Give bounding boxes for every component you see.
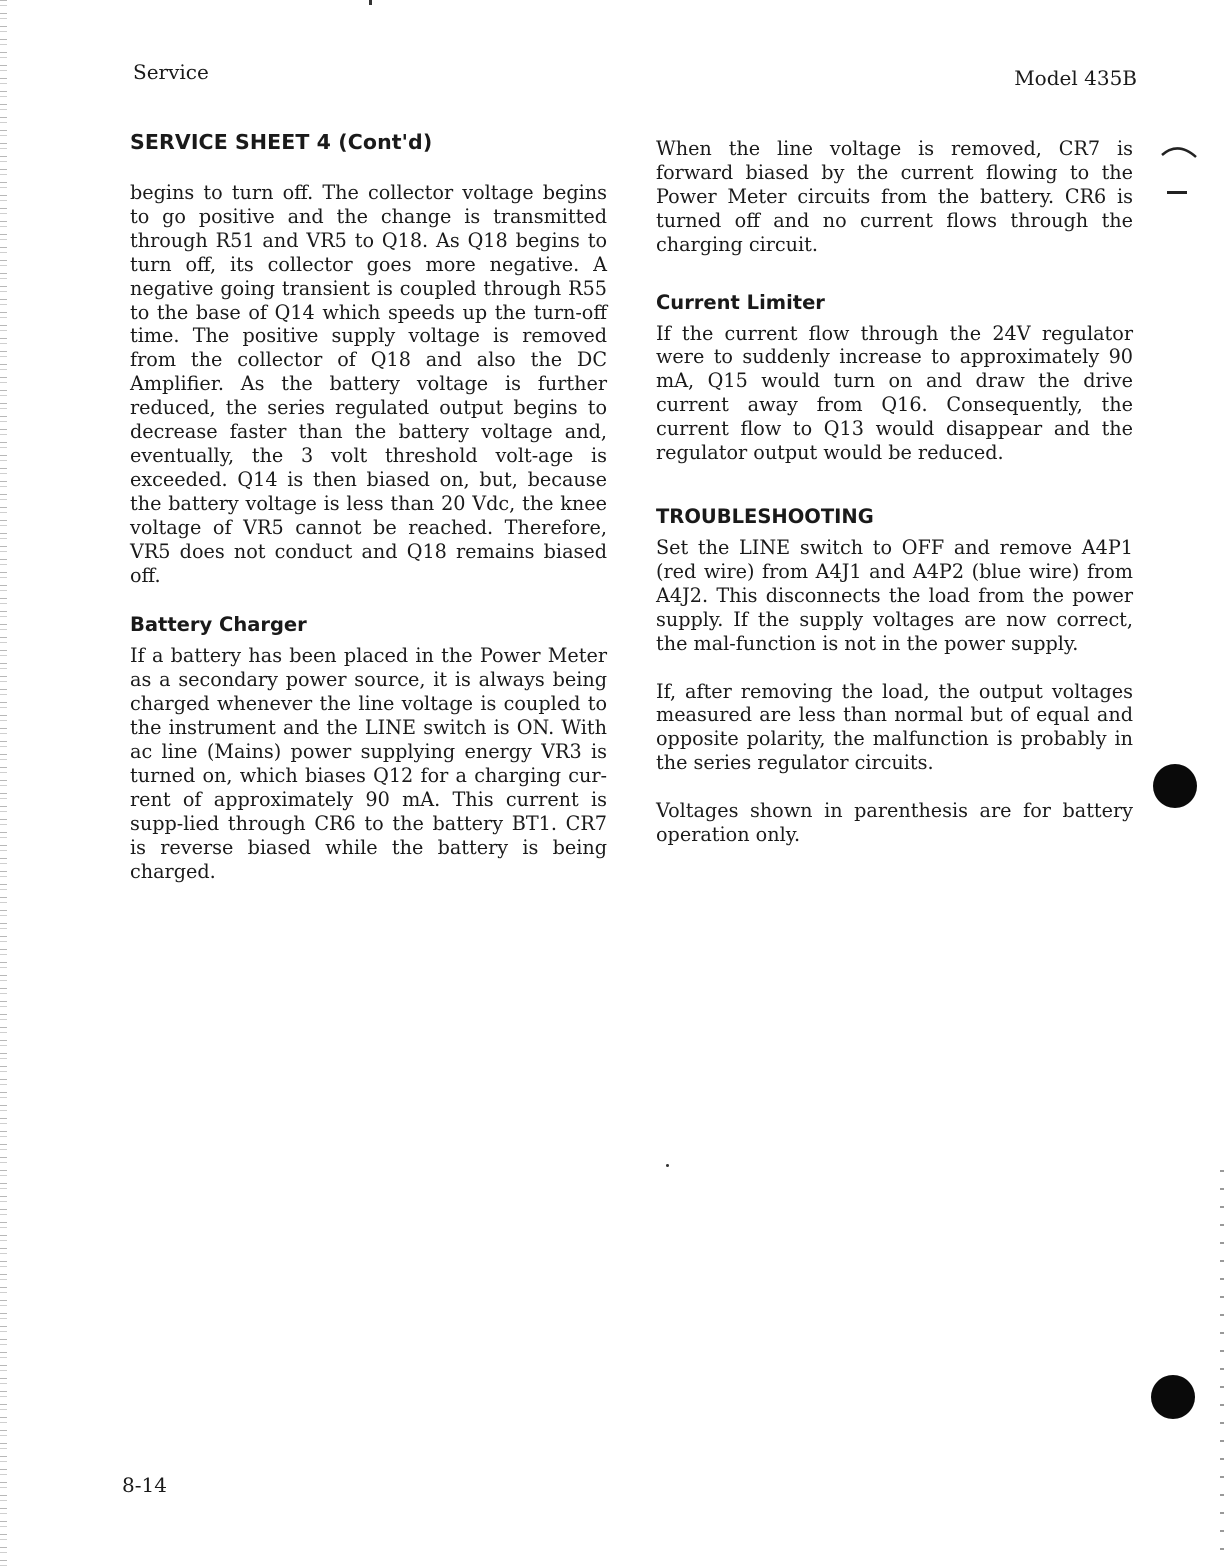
left-column [130,130,607,883]
battery-charger-heading: Battery Charger [130,613,307,637]
troubleshooting-paragraph-2: If, after removing the load, the output voltages measured are less than normal but of equal and opposite polarity, the malfunction is probably in the series regulator circuits. [656,679,1133,775]
current-limiter-heading: Current Limiter [656,290,825,314]
punch-hole-icon [1153,764,1197,808]
scan-dash-mark [1167,191,1187,194]
scan-right-edge [1220,1170,1224,1566]
running-header-right: Model 435B [1014,66,1137,90]
running-header-left: Service [133,60,209,84]
scan-left-edge [0,0,7,1566]
punch-hole-icon [1151,1375,1195,1419]
binder-ring-mark-icon [1160,143,1200,183]
continuation-paragraph: begins to turn off. The collector voltage begins to go positive and the change is transmitted through R51 and VR5 to Q18. As Q18 begins to turn off, its collector goes more negative. A negative going transient is coupled through R55 to the base of Q14 which speeds up the turn-off time. The positive supply voltage is removed from the collector of Q18 and also the DC Amplifier. As the battery voltage is further reduced, the series regulated output begins to decrease faster than the battery voltage and, eventually, the 3 volt threshold volt-age is exceeded. Q14 is then biased on, but, because the battery voltage is less than 20 Vdc, the knee voltage of VR5 cannot be reached. Therefore, VR5 does not conduct and Q18 remains biased off. [130,181,607,587]
service-sheet-title: SERVICE SHEET 4 (Cont'd) [130,130,433,154]
current-limiter-paragraph: If the current flow through the 24V regulator were to suddenly increase to approximately 90 mA, Q15 would turn on and draw the drive current away from Q16. Consequently, the current flow to Q13 would disappear and the regulator output would be reduced. [656,321,1133,465]
scan-mark [369,0,372,5]
right-column [656,137,1133,847]
troubleshooting-heading: TROUBLESHOOTING [656,504,874,528]
battery-charger-paragraph: If a battery has been placed in the Power Meter as a secondary power source, it is always being charged whenever the line voltage is coupled to the instrument and the LINE switch is ON. With ac line (Mains) power supplying energy VR3 is turned on, which biases Q12 for a charging cur-rent of approximately 90 mA. This current is supp-lied through CR6 to the battery BT1. CR7 is reverse biased while the battery is being charged. [130,644,607,883]
troubleshooting-paragraph-3: Voltages shown in parenthesis are for battery operation only. [656,799,1133,847]
line-voltage-removed-paragraph: When the line voltage is removed, CR7 is forward biased by the current flowing to the Power Meter circuits from the battery. CR6 is turned off and no current flows through the charging circuit. [656,137,1133,256]
page-number: 8-14 [122,1473,167,1497]
troubleshooting-paragraph-1: Set the LINE switch to OFF and remove A4P1 (red wire) from A4J1 and A4P2 (blue wire) from A4J2. This disconnects the load from the power supply. If the supply voltages are now correct, the mal-function is not in the power supply. [656,535,1133,655]
scan-speck [666,1164,669,1167]
